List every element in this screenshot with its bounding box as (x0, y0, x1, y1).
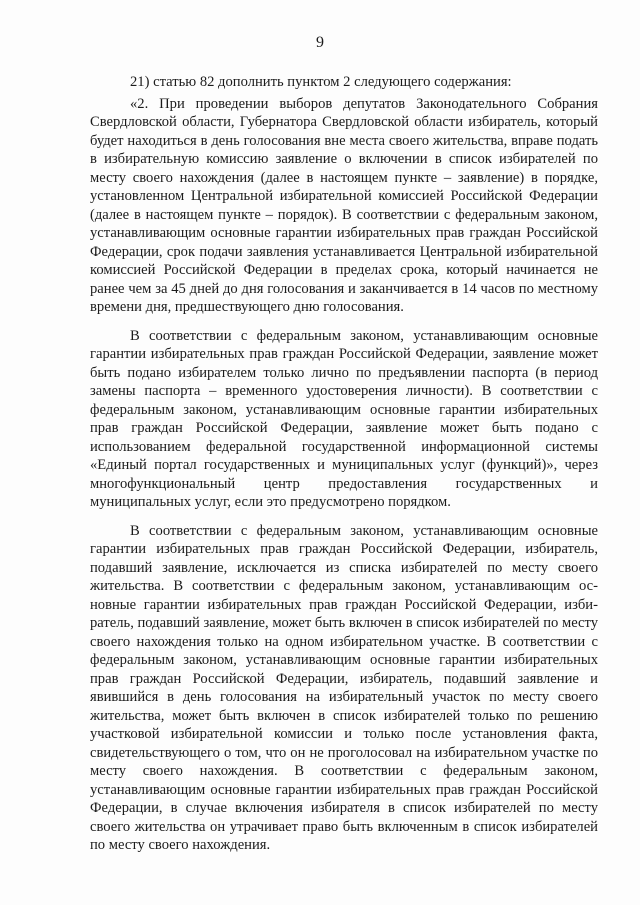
body-paragraph: «2. При проведении выборов депутатов Законодательного Собрания Свердловской области, Губернатора Свердловской области избиратель, который будет находиться в день голосования вне места своего жительства, вправе подать в избирательную комиссию заявление о включении в список избирателей по месту своего нахождения (далее в настоящем пункте – заявление) в порядке, установленном Центральной избирательной комиссией Российской Федерации (далее в настоящем пункте – порядок). В соответствии с федеральным законом, устанавливающим основные гарантии избирательных прав граждан Российской Федерации, срок подачи заявления устанавливается Центральной избирательной комиссией Российской Федерации в пределах срока, который начинается не ранее чем за 45 дней до дня голосования и заканчивается в 14 часов по местному времени дня, предшествующего дню голосования. (90, 95, 598, 315)
page-number: 9 (316, 34, 324, 51)
body-paragraph: В соответствии с федеральным законом, устанавливающим основные гарантии избирательных прав граждан Российской Федерации, заявление может быть подано избирателем только лично по предъявлении паспорта (в период замены паспорта – временного удостоверения личности). В соответствии с федеральным законом, устанавливающим основные гарантии избирательных прав граждан Российской Федерации, заявление может быть подано с использованием федеральной государственной информационной системы «Единый портал государственных и муниципальных услуг (функций)», через многофункциональный центр предоставления государственных и муниципальных услуг, если это предусмотрено порядком. (90, 327, 598, 510)
amendment-intro-paragraph: 21) статью 82 дополнить пунктом 2 следующего содержания: (130, 74, 512, 90)
body-paragraph: В соответствии с федеральным законом, устанавливающим основные гарантии избирательных прав граждан Российской Федерации, избиратель, подавший заявление, исключается из списка избирателей по месту своего жительства. В соответствии с федеральным законом, устанавливающим основные гарантии избирательных прав граждан Российской Федерации, избиратель, подавший заявление, может быть включен в список избирателей по месту своего нахождения только на одном избирательном участке. В соответствии с федеральным законом, устанавливающим основные гарантии избирательных прав граждан Российской Федерации, избиратель, подавший заявление и явившийся в день голосования на избирательный участок по месту своего жительства, может быть включен в список избирателей только по решению участковой избирательной комиссии и только после установления факта, свидетельствующего о том, что он не проголосовал на избирательном участке по месту своего нахождения. В соответствии с федеральным законом, устанавливающим основные гарантии избирательных прав граждан Российской Федерации, в случае включения избирателя в список избирателей по месту своего жительства он утрачивает право быть включенным в список избирателей по месту своего нахождения. (90, 522, 598, 853)
document-body (90, 73, 598, 865)
